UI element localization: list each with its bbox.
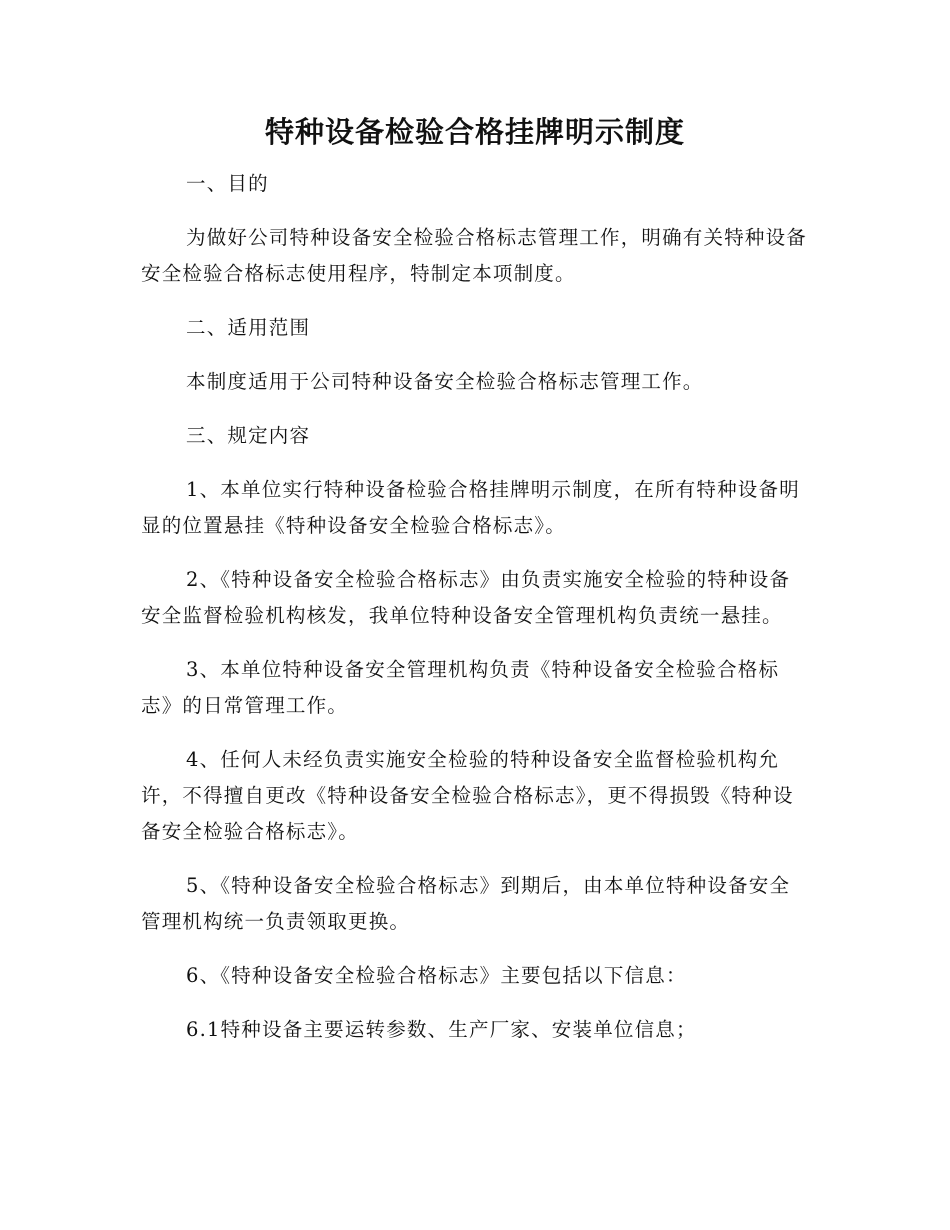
paragraph-scope: 本制度适用于公司特种设备安全检验合格标志管理工作。	[186, 370, 704, 393]
document-body	[141, 166, 809, 1066]
provision-item-4: 4、任何人未经负责实施安全检验的特种设备安全监督检验机构允许，不得擅自更改《特种设备安全检验合格标志》，更不得损毁《特种设备安全检验合格标志》。	[141, 748, 794, 843]
provision-item-1: 1、本单位实行特种设备检验合格挂牌明示制度，在所有特种设备明显的位置悬挂《特种设备安全检验合格标志》。	[141, 478, 800, 537]
document-title: 特种设备检验合格挂牌明示制度	[264, 115, 685, 149]
section-heading-provisions: 三、规定内容	[186, 424, 311, 447]
provision-item-6: 6、《特种设备安全检验合格标志》主要包括以下信息：	[186, 964, 687, 987]
provision-item-3: 3、本单位特种设备安全管理机构负责《特种设备安全检验合格标志》的日常管理工作。	[141, 658, 780, 717]
provision-item-6-1: 6.1特种设备主要运转参数、生产厂家、安装单位信息；	[186, 1018, 697, 1041]
provision-item-5: 5、《特种设备安全检验合格标志》到期后，由本单位特种设备安全管理机构统一负责领取更换。	[141, 874, 791, 933]
provision-item-2: 2、《特种设备安全检验合格标志》由负责实施安全检验的特种设备安全监督检验机构核发，我单位特种设备安全管理机构负责统一悬挂。	[141, 568, 791, 627]
section-heading-scope: 二、适用范围	[186, 316, 311, 339]
paragraph-purpose: 为做好公司特种设备安全检验合格标志管理工作，明确有关特种设备安全检验合格标志使用程序，特制定本项制度。	[141, 226, 808, 285]
section-heading-purpose: 一、目的	[186, 172, 269, 195]
